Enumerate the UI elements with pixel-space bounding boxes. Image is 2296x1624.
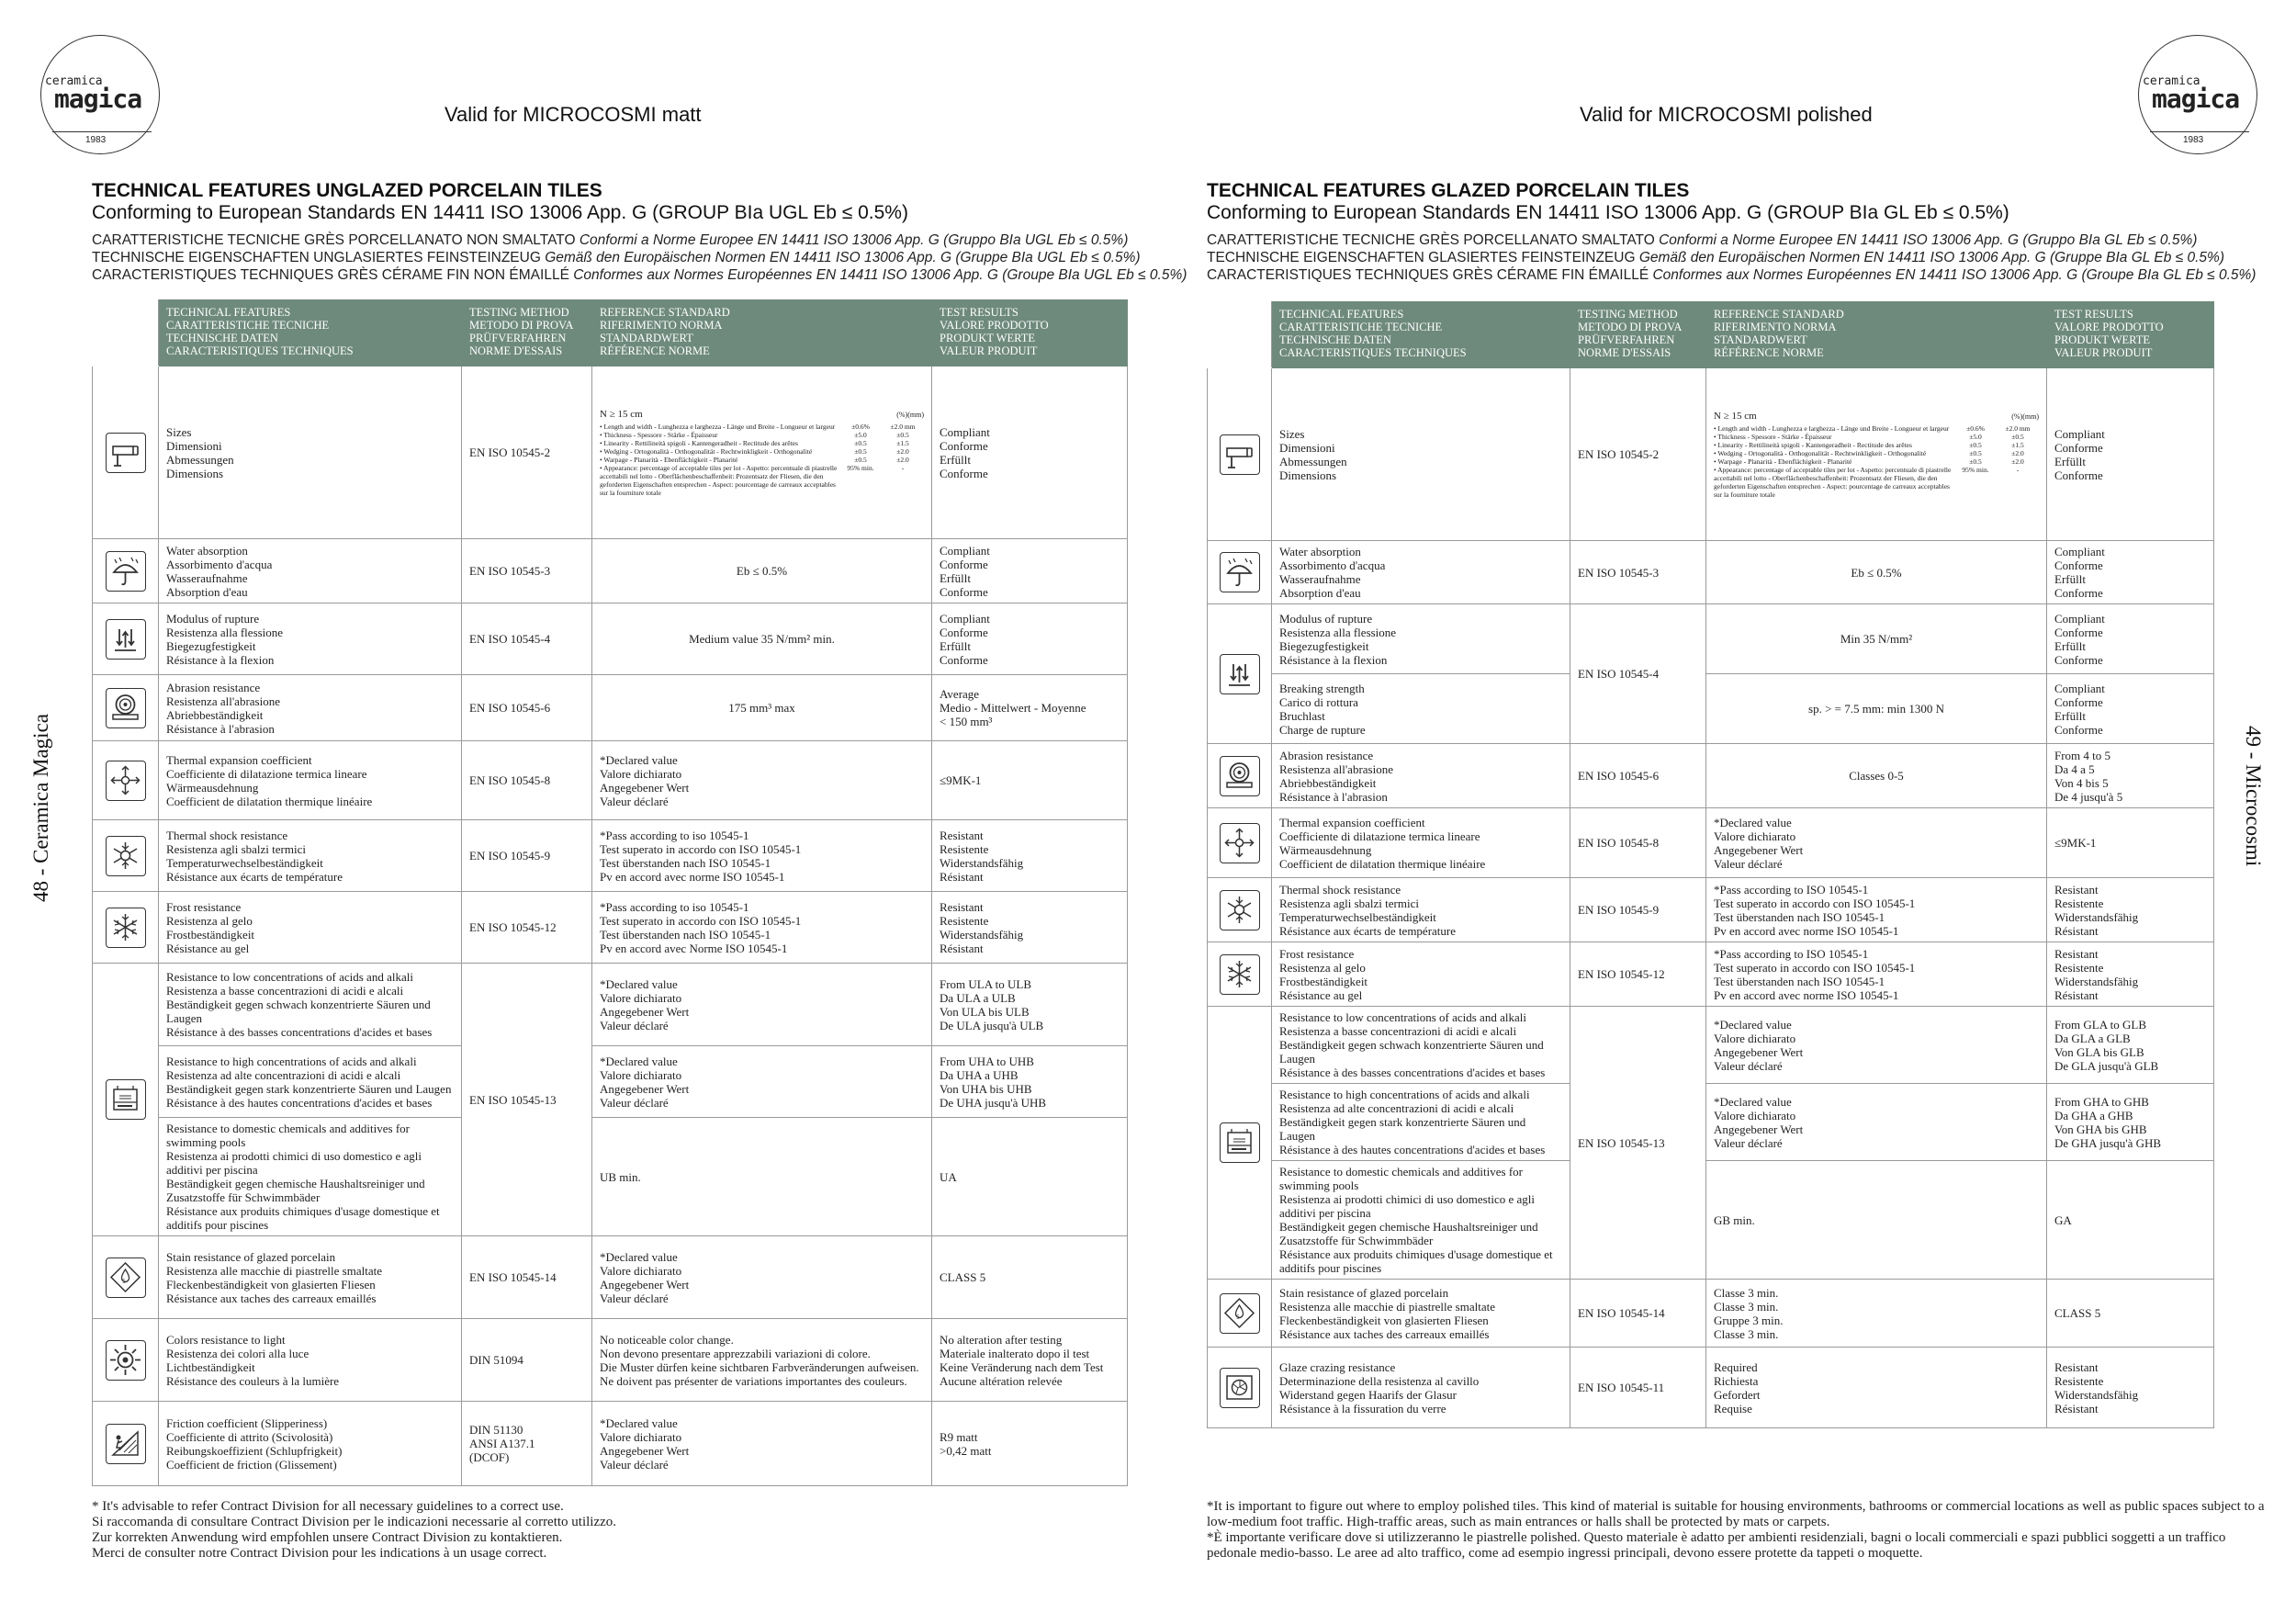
cell-result: Compliant Conforme Erfüllt Conforme — [2047, 604, 2214, 674]
size-tolerance-row: • Linearity - Rettilineità spigoli - Kantengeradheit - Rectitude des arêtes ±0.5 ±1.5 — [600, 438, 909, 447]
table-row — [1208, 1280, 2214, 1348]
cell-reference: *Declared value Valore dichiarato Angegebener Wert Valeur déclaré — [1706, 1084, 2047, 1161]
cell-method: EN ISO 10545-14 — [462, 1236, 592, 1319]
cell-method: EN ISO 10545-11 — [1570, 1348, 1706, 1428]
left-heading-it: CARATTERISTICHE TECNICHE GRÈS PORCELLANATO NON SMALTATO Conformi a Norme Europee EN 14411 ISO 13006 App. G (Gruppo BIa UGL Eb ≤ 0.5%) — [92, 232, 1129, 248]
feature-icon-cell — [93, 1402, 159, 1486]
feature-icon-cell — [1208, 878, 1272, 942]
rupture-arrows-icon — [106, 619, 146, 660]
cell-feature: Stain resistance of glazed porcelain Resistenza alle macchie di piastrelle smaltate Fleckenbeständigkeit von glasierten Fliesen Résistance aux taches des carreaux emaillés — [1272, 1280, 1570, 1348]
right-heading-fr: CARACTERISTIQUES TECHNIQUES GRÈS CÉRAME FIN ÉMAILLÉ Conformes aux Normes Européennes EN 14411 ISO 13006 App. G (Groupe BIa GL Eb ≤ 0.5%) — [1207, 267, 2257, 283]
cell-feature: Resistance to high concentrations of acids and alkali Resistenza ad alte concentrazioni di acidi e alcali Beständigkeit gegen stark konzentrierte Säuren und Laugen Résistance à des hautes concentrations d'acides et bases — [159, 1046, 462, 1118]
valid-for-label: Valid for MICROCOSMI matt — [445, 103, 702, 126]
left-heading — [92, 180, 1187, 284]
cell-result: From ULA to ULB Da ULA a ULB Von ULA bis ULB De ULA jusqu'à ULB — [932, 964, 1128, 1046]
cell-method: EN ISO 10545-6 — [462, 675, 592, 741]
cell-result: Resistant Resistente Widerstandsfähig Résistant — [932, 892, 1128, 964]
cell-result: No alteration after testing Materiale inalterato dopo il test Keine Veränderung nach dem Test Aucune altération relevée — [932, 1319, 1128, 1402]
cell-result: Resistant Resistente Widerstandsfähig Résistant — [2047, 942, 2214, 1007]
right-subtitle: Conforming to European Standards EN 14411 ISO 13006 App. G (GROUP BIa GL Eb ≤ 0.5%) — [1207, 202, 2009, 223]
svg-text:5: 5 — [1235, 1314, 1240, 1321]
feature-icon-cell — [93, 1319, 159, 1402]
cell-result: From GLA to GLB Da GLA a GLB Von GLA bis GLB De GLA jusqu'à GLB — [2047, 1007, 2214, 1084]
cell-reference: Required Richiesta Gefordert Requise — [1706, 1348, 2047, 1428]
right-heading-de: TECHNISCHE EIGENSCHAFTEN GLASIERTES FEINSTEINZEUG Gemäß den Europäischen Normen EN 14411 ISO 13006 App. G (Gruppe BIa GL Eb ≤ 0.5%) — [1207, 250, 2224, 265]
cell-result: From UHA to UHB Da UHA a UHB Von UHA bis UHB De UHA jusqu'à UHB — [932, 1046, 1128, 1118]
cell-result: Compliant Conforme Erfüllt Conforme — [2047, 368, 2214, 541]
cell-result: CLASS 5 — [2047, 1280, 2214, 1348]
svg-text:5: 5 — [121, 1278, 126, 1285]
cell-reference: Medium value 35 N/mm² min. — [592, 603, 932, 675]
cell-feature: Colors resistance to light Resistenza dei colori alla luce Lichtbeständigkeit Résistance des couleurs à la lumière — [159, 1319, 462, 1402]
feature-icon-cell — [1208, 942, 1272, 1007]
cell-reference: *Declared value Valore dichiarato Angegebener Wert Valeur déclaré — [1706, 1007, 2047, 1084]
cell-feature: Thermal shock resistance Resistenza agli sbalzi termici Temperaturwechselbeständigkeit Résistance aux écarts de température — [1272, 878, 1570, 942]
cell-feature: Sizes Dimensioni Abmessungen Dimensions — [1272, 368, 1570, 541]
cell-reference-sizes: N ≥ 15 cm (%) (mm) • Length and width - Lunghezza e larghezza - Länge und Breite - Longueur et largeur ±0.6% ±2.0 mm • Thickness - Spessore - Stärke - Épaisseur ±5.0 ±0.5 • Linearity - Rettilineità spigoli - Kantengeradheit - Rectitude des arêtes ±0.5 ±1.5 • Wedging - Ortogonalità - Orthogonalität - Rechtwinkligkeit - Orthogonalité ±0.5 ±2.0 • Warpage - Planarità - Ebenflächigkeit - Planarité ±0.5 ±2.0 • Appearance: percentage of acceptable tiles per lot - Aspetto: percentuale di piastrelle accettabili nel lotto - Oberflächenbeschaffenheit: Prozentsatz der Fliesen, die den geforderten Eigenschaften entsprechen - Aspect: pourcentage de carreaux acceptables sur la fourniture totale 95% min. - — [592, 367, 932, 539]
cell-method: EN ISO 10545-13 — [1570, 1007, 1706, 1280]
chemical-flask-icon — [1220, 1122, 1260, 1163]
umbrella-icon — [1220, 552, 1260, 592]
cell-feature: Resistance to high concentrations of acids and alkali Resistenza ad alte concentrazioni di acidi e alcali Beständigkeit gegen stark konzentrierte Säuren und Laugen Résistance à des hautes concentrations d'acides et bases — [1272, 1084, 1570, 1161]
cell-reference: *Declared value Valore dichiarato Angegebener Wert Valeur déclaré — [1706, 808, 2047, 878]
cell-result: From GHA to GHB Da GHA a GHB Von GHA bis GHB De GHA jusqu'à GHB — [2047, 1084, 2214, 1161]
cell-reference-sizes: N ≥ 15 cm (%) (mm) • Length and width - Lunghezza e larghezza - Länge und Breite - Longueur et largeur ±0.6% ±2.0 mm • Thickness - Spessore - Stärke - Épaisseur ±5.0 ±0.5 • Linearity - Rettilineità spigoli - Kantengeradheit - Rectitude des arêtes ±0.5 ±1.5 • Wedging - Ortogonalità - Orthogonalität - Rechtwinkligkeit - Orthogonalité ±0.5 ±2.0 • Warpage - Planarità - Ebenflächigkeit - Planarité ±0.5 ±2.0 • Appearance: percentage of acceptable tiles per lot - Aspetto: percentuale di piastrelle accettabili nel lotto - Oberflächenbeschaffenheit: Prozentsatz der Fliesen, die den geforderten Eigenschaften entsprechen - Aspect: pourcentage de carreaux acceptables sur la fourniture totale 95% min. - — [1706, 368, 2047, 541]
cell-result: Compliant Conforme Erfüllt Conforme — [2047, 674, 2214, 744]
cell-reference: sp. > = 7.5 mm: min 1300 N — [1706, 674, 2047, 744]
size-tolerance-row: • Length and width - Lunghezza e larghezza - Länge und Breite - Longueur et largeur ±0.6% ±2.0 mm — [1714, 423, 2031, 433]
tile-size-icon — [106, 433, 146, 473]
table-row — [1208, 541, 2214, 604]
cell-reference: *Pass according to iso 10545-1 Test superato in accordo con ISO 10545-1 Test überstanden nach ISO 10545-1 Pv en accord avec norme ISO 10545-1 — [592, 820, 932, 892]
cell-method: DIN 51094 — [462, 1319, 592, 1402]
thermal-expansion-icon — [1220, 823, 1260, 863]
umbrella-icon — [106, 551, 146, 592]
feature-icon-cell — [93, 603, 159, 675]
crazing-tile-icon — [1220, 1368, 1260, 1408]
table-row — [1208, 368, 2214, 541]
cell-reference: *Declared value Valore dichiarato Angegebener Wert Valeur déclaré — [592, 964, 932, 1046]
cell-reference: Eb ≤ 0.5% — [1706, 541, 2047, 604]
feature-icon-cell — [1208, 744, 1272, 808]
right-heading-it: CARATTERISTICHE TECNICHE GRÈS PORCELLANATO SMALTATO Conformi a Norme Europee EN 14411 ISO 13006 App. G (Gruppo BIa GL Eb ≤ 0.5%) — [1207, 232, 2198, 248]
abrasion-disc-icon — [1220, 756, 1260, 796]
feature-icon-cell — [93, 367, 159, 539]
brand-logo: ceramica magica 1983 — [2138, 35, 2257, 154]
feature-icon-cell — [93, 675, 159, 741]
cell-result: Resistant Resistente Widerstandsfähig Résistant — [932, 820, 1128, 892]
size-tolerance-row: • Thickness - Spessore - Stärke - Épaisseur ±5.0 ±0.5 — [1714, 432, 2024, 441]
header-method: TESTING METHOD METODO DI PROVA PRÜFVERFAHREN NORME D'ESSAIS — [1570, 302, 1706, 368]
cell-feature: Resistance to low concentrations of acids and alkali Resistenza a basse concentrazioni di acidi e alcali Beständigkeit gegen schwach konzentrierte Säuren und Laugen Résistance à des basses concentrations d'acides et bases — [1272, 1007, 1570, 1084]
table-header — [1208, 302, 2214, 368]
cell-method: EN ISO 10545-12 — [1570, 942, 1706, 1007]
left-heading-fr: CARACTERISTIQUES TECHNIQUES GRÈS CÉRAME FIN NON ÉMAILLÉ Conformes aux Normes Européennes EN 14411 ISO 13006 App. G (Groupe BIa UGL Eb ≤ 0.5%) — [92, 267, 1187, 283]
size-tolerance-row: • Wedging - Ortogonalità - Orthogonalität - Rechtwinkligkeit - Orthogonalité ±0.5 ±2.0 — [600, 446, 909, 456]
abrasion-disc-icon — [106, 688, 146, 728]
cell-method: EN ISO 10545-3 — [462, 539, 592, 603]
cell-method: EN ISO 10545-2 — [1570, 368, 1706, 541]
cell-reference: *Pass according to iso 10545-1 Test superato in accordo con ISO 10545-1 Test überstanden nach ISO 10545-1 Pv en accord avec Norme ISO 10545-1 — [592, 892, 932, 964]
cell-feature: Thermal expansion coefficient Coefficiente di dilatazione termica lineare Wärmeausdehnung Coefficient de dilatation thermique linéaire — [1272, 808, 1570, 878]
table-row — [93, 741, 1128, 820]
table-row — [93, 964, 1128, 1046]
feature-icon-cell — [1208, 1348, 1272, 1428]
cell-feature: Resistance to domestic chemicals and additives for swimming pools Resistenza ai prodotti chimici di uso domestico e agli additivi per piscina Beständigkeit gegen chemische Haushaltsreiniger und Zusatzstoffe für Schwimmbäder Résistance aux produits chimiques d'usage domestique et additifs pour piscines — [1272, 1161, 1570, 1280]
cell-feature: Abrasion resistance Resistenza all'abrasione Abriebbeständigkeit Résistance à l'abrasion — [1272, 744, 1570, 808]
table-row — [1208, 1084, 2214, 1161]
right-spec-table — [1207, 301, 2214, 1428]
table-row — [93, 675, 1128, 741]
cell-result: Average Medio - Mittelwert - Moyenne < 150 mm³ — [932, 675, 1128, 741]
left-subtitle: Conforming to European Standards EN 14411 ISO 13006 App. G (GROUP BIa UGL Eb ≤ 0.5%) — [92, 202, 908, 223]
header-reference: REFERENCE STANDARD RIFERIMENTO NORMA STANDARDWERT RÉFÉRENCE NORME — [1706, 302, 2047, 368]
cell-reference: Classes 0-5 — [1706, 744, 2047, 808]
valid-for-label: Valid for MICROCOSMI polished — [1580, 103, 1873, 126]
feature-icon-cell — [93, 964, 159, 1236]
header-method: TESTING METHOD METODO DI PROVA PRÜFVERFAHREN NORME D'ESSAIS — [462, 300, 592, 367]
size-tolerance-row: • Appearance: percentage of acceptable tiles per lot - Aspetto: percentuale di piastrelle accettabili nel lotto - Oberflächenbeschaffenheit: Prozentsatz der Fliesen, die den geforderten Eigenschaften entsprechen - Aspect: pourcentage de carreaux acceptables sur la fourniture totale 95% min. - — [1714, 465, 2020, 499]
cell-result: Resistant Resistente Widerstandsfähig Résistant — [2047, 878, 2214, 942]
stain-drop-icon — [106, 1257, 146, 1298]
cell-feature: Frost resistance Resistenza al gelo Frostbeständigkeit Résistance au gel — [1272, 942, 1570, 1007]
cell-reference: Min 35 N/mm² — [1706, 604, 2047, 674]
cell-feature: Water absorption Assorbimento d'acqua Wasseraufnahme Absorption d'eau — [159, 539, 462, 603]
feature-icon-cell — [1208, 541, 1272, 604]
cell-feature: Glaze crazing resistance Determinazione della resistenza al cavillo Widerstand gegen Haarifs der Glasur Résistance à la fissuration du verre — [1272, 1348, 1570, 1428]
cell-method: EN ISO 10545-9 — [462, 820, 592, 892]
cell-result: Resistant Resistente Widerstandsfähig Résistant — [2047, 1348, 2214, 1428]
cell-result: Compliant Conforme Erfüllt Conforme — [932, 367, 1128, 539]
size-tolerance-row: • Warpage - Planarità - Ebenflächigkeit - Planarité ±0.5 ±2.0 — [1714, 457, 2024, 466]
cell-feature: Modulus of rupture Resistenza alla flessione Biegezugfestigkeit Résistance à la flexion — [1272, 604, 1570, 674]
cell-reference: Eb ≤ 0.5% — [592, 539, 932, 603]
cell-result: UA — [932, 1118, 1128, 1236]
cell-feature: Thermal expansion coefficient Coefficiente di dilatazione termica lineare Wärmeausdehnung Coefficient de dilatation thermique linéaire — [159, 741, 462, 820]
feature-icon-cell — [93, 539, 159, 603]
size-tolerance-row: • Thickness - Spessore - Stärke - Épaisseur ±5.0 ±0.5 — [600, 430, 909, 439]
cell-reference: *Declared value Valore dichiarato Angegebener Wert Valeur déclaré — [592, 741, 932, 820]
feature-icon-cell — [1208, 1280, 1272, 1348]
cell-method: EN ISO 10545-2 — [462, 367, 592, 539]
cell-method: EN ISO 10545-4 — [462, 603, 592, 675]
size-tolerance-row: • Warpage - Planarità - Ebenflächigkeit - Planarité ±0.5 ±2.0 — [600, 455, 909, 464]
stain-drop-icon — [1220, 1293, 1260, 1334]
cell-method: EN ISO 10545-3 — [1570, 541, 1706, 604]
cell-result: R9 matt >0,42 matt — [932, 1402, 1128, 1486]
left-footnote: * It's advisable to refer Contract Division for all necessary guidelines to a correct use. Si raccomanda di consultare Contract Division per le indicazioni necessarie al corretto utilizzo. Zur korrekten Anwendung wird empfohlen unsere Contract Division zu kontaktieren. Merci de consulter notre Contract Division pour les indications à un usage correct. — [92, 1499, 617, 1561]
right-title: TECHNICAL FEATURES GLAZED PORCELAIN TILES — [1207, 180, 1690, 201]
table-row — [1208, 1348, 2214, 1428]
right-heading — [1207, 180, 2256, 284]
size-tolerance-row: • Linearity - Rettilineità spigoli - Kantengeradheit - Rectitude des arêtes ±0.5 ±1.5 — [1714, 440, 2024, 449]
header-results: TEST RESULTS VALORE PRODOTTO PRODUKT WERTE VALEUR PRODUIT — [932, 300, 1128, 367]
table-row — [93, 367, 1128, 539]
sun-light-icon — [106, 1340, 146, 1381]
table-row — [93, 1319, 1128, 1402]
table-row — [1208, 744, 2214, 808]
chemical-flask-icon — [106, 1079, 146, 1120]
left-heading-de: TECHNISCHE EIGENSCHAFTEN UNGLASIERTES FEINSTEINZEUG Gemäß den Europäischen Normen EN 14411 ISO 13006 App. G (Gruppe BIa UGL Eb ≤ 0.5%) — [92, 250, 1141, 265]
feature-icon-cell — [93, 741, 159, 820]
cell-reference: *Pass according to ISO 10545-1 Test superato in accordo con ISO 10545-1 Test überstanden nach ISO 10545-1 Pv en accord avec norme ISO 10545-1 — [1706, 878, 2047, 942]
cell-result: Compliant Conforme Erfüllt Conforme — [932, 603, 1128, 675]
size-tolerance-row: • Length and width - Lunghezza e larghezza - Länge und Breite - Longueur et largeur ±0.6% ±2.0 mm — [600, 422, 916, 431]
table-header — [93, 300, 1128, 367]
page-number-right: 49 - Microcosmi — [2242, 726, 2265, 867]
cell-feature: Frost resistance Resistenza al gelo Frostbeständigkeit Résistance au gel — [159, 892, 462, 964]
header-results: TEST RESULTS VALORE PRODOTTO PRODUKT WERTE VALEUR PRODUIT — [2047, 302, 2214, 368]
feature-icon-cell — [1208, 808, 1272, 878]
thermal-expansion-icon — [106, 761, 146, 801]
snowflake-icon — [1220, 954, 1260, 995]
feature-icon-cell — [1208, 604, 1272, 744]
tile-size-icon — [1220, 434, 1260, 475]
table-row — [1208, 1007, 2214, 1084]
rupture-arrows-icon — [1220, 654, 1260, 694]
cell-feature: Breaking strength Carico di rottura Bruchlast Charge de rupture — [1272, 674, 1570, 744]
header-reference: REFERENCE STANDARD RIFERIMENTO NORMA STANDARDWERT RÉFÉRENCE NORME — [592, 300, 932, 367]
cell-method: EN ISO 10545-8 — [462, 741, 592, 820]
header-features: TECHNICAL FEATURES CARATTERISTICHE TECNICHE TECHNISCHE DATEN CARACTERISTIQUES TECHNIQUES — [1272, 302, 1570, 368]
table-row — [93, 603, 1128, 675]
cell-method: DIN 51130 ANSI A137.1 (DCOF) — [462, 1402, 592, 1486]
table-row — [1208, 674, 2214, 744]
left-spec-table — [92, 299, 1128, 1486]
cell-method: EN ISO 10545-8 — [1570, 808, 1706, 878]
table-row — [93, 892, 1128, 964]
table-row — [1208, 942, 2214, 1007]
cell-reference: Classe 3 min. Classe 3 min. Gruppe 3 min. Classe 3 min. — [1706, 1280, 2047, 1348]
cell-result: From 4 to 5 Da 4 a 5 Von 4 bis 5 De 4 jusqu'à 5 — [2047, 744, 2214, 808]
cell-result: Compliant Conforme Erfüllt Conforme — [2047, 541, 2214, 604]
table-row — [1208, 1161, 2214, 1280]
cell-method: EN ISO 10545-14 — [1570, 1280, 1706, 1348]
cell-reference: *Declared value Valore dichiarato Angegebener Wert Valeur déclaré — [592, 1402, 932, 1486]
cell-feature: Modulus of rupture Resistenza alla flessione Biegezugfestigkeit Résistance à la flexion — [159, 603, 462, 675]
feature-icon-cell — [1208, 1007, 1272, 1280]
cell-feature: Resistance to domestic chemicals and additives for swimming pools Resistenza ai prodotti chimici di uso domestico e agli additivi per piscina Beständigkeit gegen chemische Haushaltsreiniger und Zusatzstoffe für Schwimmbäder Résistance aux produits chimiques d'usage domestique et additifs pour piscines — [159, 1118, 462, 1236]
cell-feature: Sizes Dimensioni Abmessungen Dimensions — [159, 367, 462, 539]
cell-method: EN ISO 10545-6 — [1570, 744, 1706, 808]
cell-method: EN ISO 10545-12 — [462, 892, 592, 964]
cell-feature: Water absorption Assorbimento d'acqua Wasseraufnahme Absorption d'eau — [1272, 541, 1570, 604]
cell-reference: GB min. — [1706, 1161, 2047, 1280]
cell-result: CLASS 5 — [932, 1236, 1128, 1319]
cell-reference: *Pass according to ISO 10545-1 Test superato in accordo con ISO 10545-1 Test überstanden nach ISO 10545-1 Pv en accord avec norme ISO 10545-1 — [1706, 942, 2047, 1007]
cell-result: Compliant Conforme Erfüllt Conforme — [932, 539, 1128, 603]
table-row — [1208, 878, 2214, 942]
thermal-shock-icon — [106, 836, 146, 876]
feature-icon-cell — [93, 820, 159, 892]
table-row — [1208, 808, 2214, 878]
cell-reference: *Declared value Valore dichiarato Angegebener Wert Valeur déclaré — [592, 1236, 932, 1319]
cell-reference: 175 mm³ max — [592, 675, 932, 741]
table-row — [1208, 604, 2214, 674]
cell-feature: Abrasion resistance Resistenza all'abrasione Abriebbeständigkeit Résistance à l'abrasion — [159, 675, 462, 741]
snowflake-icon — [106, 908, 146, 948]
feature-icon-cell — [93, 892, 159, 964]
cell-feature: Stain resistance of glazed porcelain Resistenza alle macchie di piastrelle smaltate Fleckenbeständigkeit von glasierten Fliesen Résistance aux taches des carreaux emaillés — [159, 1236, 462, 1319]
cell-result: ≤9MK-1 — [932, 741, 1128, 820]
cell-result: GA — [2047, 1161, 2214, 1280]
thermal-shock-icon — [1220, 890, 1260, 930]
right-page — [1148, 0, 2296, 1624]
cell-feature: Friction coefficient (Slipperiness) Coefficiente di attrito (Scivolosità) Reibungskoeffizient (Schlupfrigkeit) Coefficient de friction (Glissement) — [159, 1402, 462, 1486]
cell-reference: UB min. — [592, 1118, 932, 1236]
right-footnote: *It is important to figure out where to employ polished tiles. This kind of material is suitable for housing environments, bathrooms or commercial locations as well as public spaces subject to a low-medium foot traffic. High-traffic areas, such as main entrances or halls shall be protected by mats or carpets. *È importante verificare dove si utilizzeranno le piastrelle polished. Questo materiale è adatto per ambienti residenziali, bagni o locali commerciali e spazi pubblici soggetti a un traffico pedonale medio-basso. Le aree ad alto traffico, come ad esempio ingressi principali, devono essere protette da tappeti o moquette. — [1207, 1499, 2265, 1561]
table-row — [93, 1402, 1128, 1486]
friction-slope-icon — [106, 1424, 146, 1464]
table-row — [93, 539, 1128, 603]
cell-method: EN ISO 10545-9 — [1570, 878, 1706, 942]
cell-result: ≤9MK-1 — [2047, 808, 2214, 878]
cell-method: EN ISO 10545-13 — [462, 964, 592, 1236]
feature-icon-cell — [93, 1236, 159, 1319]
cell-feature: Resistance to low concentrations of acids and alkali Resistenza a basse concentrazioni di acidi e alcali Beständigkeit gegen schwach konzentrierte Säuren und Laugen Résistance à des basses concentrations d'acides et bases — [159, 964, 462, 1046]
feature-icon-cell — [1208, 368, 1272, 541]
brand-logo: ceramica magica 1983 — [40, 35, 160, 154]
cell-reference: No noticeable color change. Non devono presentare apprezzabili variazioni di colore. Die Muster dürfen keine sichtbaren Farbveränderungen aufweisen. Ne doivent pas présenter de variations importantes des couleurs. — [592, 1319, 932, 1402]
page-number-left: 48 - Ceramica Magica — [29, 714, 52, 902]
cell-feature: Thermal shock resistance Resistenza agli sbalzi termici Temperaturwechselbeständigkeit Résistance aux écarts de température — [159, 820, 462, 892]
header-features: TECHNICAL FEATURES CARATTERISTICHE TECNICHE TECHNISCHE DATEN CARACTERISTIQUES TECHNIQUES — [159, 300, 462, 367]
size-tolerance-row: • Wedging - Ortogonalità - Orthogonalität - Rechtwinkligkeit - Orthogonalité ±0.5 ±2.0 — [1714, 448, 2024, 457]
left-title: TECHNICAL FEATURES UNGLAZED PORCELAIN TILES — [92, 180, 602, 201]
cell-reference: *Declared value Valore dichiarato Angegebener Wert Valeur déclaré — [592, 1046, 932, 1118]
table-row — [93, 1046, 1128, 1118]
table-row — [93, 1236, 1128, 1319]
size-tolerance-row: • Appearance: percentage of acceptable tiles per lot - Aspetto: percentuale di piastrelle accettabili nel lotto - Oberflächenbeschaffenheit: Prozentsatz der Fliesen, die den geforderten Eigenschaften entsprechen - Aspect: pourcentage de carreaux acceptables sur la fourniture totale 95% min. - — [600, 463, 905, 497]
table-row — [93, 1118, 1128, 1236]
table-row — [93, 820, 1128, 892]
cell-method: EN ISO 10545-4 — [1570, 604, 1706, 744]
